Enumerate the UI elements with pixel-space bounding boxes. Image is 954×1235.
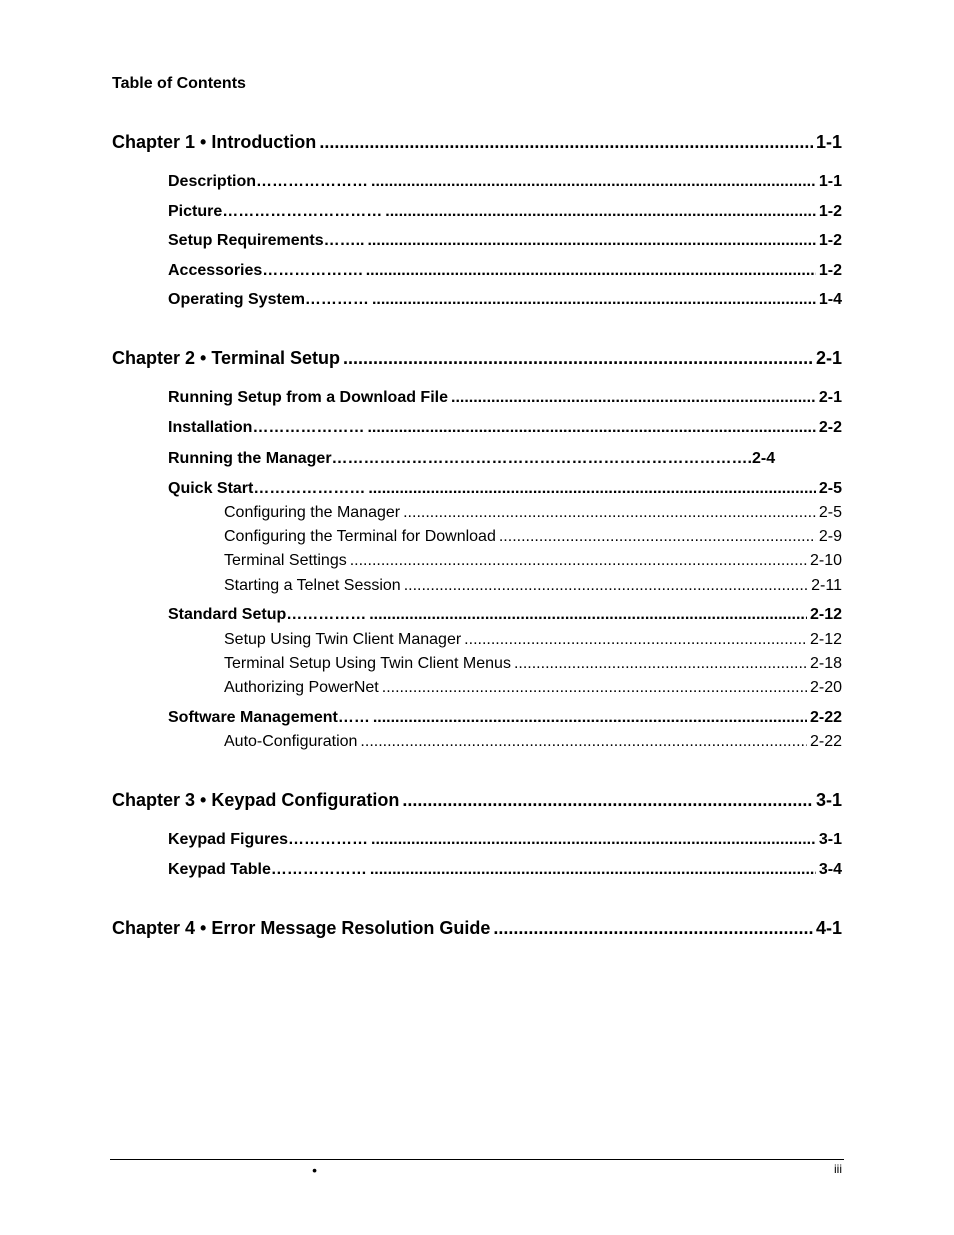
- toc-sub-authorizing-powernet[interactable]: [224, 679, 842, 697]
- toc-label: Description…………………: [168, 173, 369, 190]
- toc-page-number: 2-20: [809, 679, 842, 696]
- toc-label: Operating System…………: [168, 291, 369, 308]
- toc-chapter-3[interactable]: [112, 790, 842, 811]
- dot-leader: [385, 203, 816, 221]
- footer-rule: [110, 1159, 844, 1160]
- toc-label: Setup Using Twin Client Manager: [224, 631, 462, 648]
- dot-leader: [451, 389, 816, 407]
- dot-leader: [343, 348, 813, 369]
- toc-page-number: 2-18: [809, 655, 842, 672]
- toc-label: Configuring the Terminal for Download: [224, 528, 496, 545]
- toc-page-number: 2-5: [818, 480, 842, 497]
- toc-sub-configuring-terminal[interactable]: [224, 528, 842, 546]
- dot-leader: [464, 631, 807, 649]
- dot-leader: [403, 504, 816, 522]
- toc-label: Quick Start…………………: [168, 480, 366, 497]
- toc-sub-terminal-setup-menus[interactable]: [224, 655, 842, 673]
- toc-label: Keypad Table………………: [168, 861, 367, 878]
- toc-section-keypad-figures[interactable]: [168, 831, 842, 849]
- toc-page-number: 2-1: [818, 389, 842, 406]
- toc-page-number: 1-4: [818, 291, 842, 308]
- toc-label: Authorizing PowerNet: [224, 679, 379, 696]
- toc-sub-configuring-manager[interactable]: [224, 504, 842, 522]
- footer-page-number: iii: [834, 1162, 842, 1176]
- toc-label: Starting a Telnet Session: [224, 577, 401, 594]
- toc-label: Terminal Settings: [224, 552, 347, 569]
- toc-label: Keypad Figures……………: [168, 831, 369, 848]
- toc-label: Running Setup from a Download File: [168, 389, 448, 406]
- dot-leader: [371, 831, 816, 849]
- toc-page-number: 1-2: [818, 203, 842, 220]
- toc-sub-telnet-session[interactable]: [224, 577, 842, 595]
- toc-label: Setup Requirements……..: [168, 232, 365, 249]
- dot-leader: [319, 132, 813, 153]
- toc-section-description[interactable]: [168, 173, 842, 191]
- toc-chapter-2[interactable]: [112, 348, 842, 369]
- toc-label: Installation…………………: [168, 419, 365, 436]
- dot-leader: [370, 861, 816, 879]
- toc-page-number: 3-1: [818, 831, 842, 848]
- toc-label: Terminal Setup Using Twin Client Menus: [224, 655, 511, 672]
- toc-page-number: 2-5: [818, 504, 842, 521]
- dot-leader: [514, 655, 807, 673]
- toc-section-quick-start[interactable]: [168, 480, 842, 498]
- toc-page-number: 4-1: [815, 918, 842, 938]
- dot-leader: [371, 173, 816, 191]
- dot-leader: [367, 232, 815, 250]
- toc-page-number: 2-4: [752, 450, 776, 467]
- toc-section-software-management[interactable]: [168, 709, 842, 727]
- toc-section-standard-setup[interactable]: [168, 606, 842, 624]
- toc-heading: Table of Contents: [112, 75, 246, 92]
- toc-page-number: 2-2: [818, 419, 842, 436]
- toc-label: Accessories……………….: [168, 262, 363, 279]
- toc-label: Chapter 1 • Introduction: [112, 132, 317, 152]
- toc-section-setup-requirements[interactable]: [168, 232, 842, 250]
- toc-page-number: 2-9: [818, 528, 842, 545]
- dot-leader: [367, 419, 815, 437]
- toc-label: Chapter 2 • Terminal Setup: [112, 348, 341, 368]
- toc-page-number: 3-1: [815, 790, 842, 810]
- toc-chapter-4[interactable]: [112, 918, 842, 939]
- toc-section-operating-system[interactable]: [168, 291, 842, 309]
- toc-page-number: 1-2: [818, 262, 842, 279]
- toc-sub-setup-twin-client-manager[interactable]: [224, 631, 842, 649]
- toc-label: Chapter 4 • Error Message Resolution Guide: [112, 918, 491, 938]
- toc-sub-auto-configuration[interactable]: [224, 733, 842, 751]
- toc-page-number: 1-1: [818, 173, 842, 190]
- toc-page-number: 1-1: [815, 132, 842, 152]
- toc-label: Standard Setup……………: [168, 606, 367, 623]
- toc-page-number: 3-4: [818, 861, 842, 878]
- toc-label: Picture…………………………: [168, 203, 383, 220]
- toc-chapter-1[interactable]: [112, 132, 842, 153]
- toc-label: Running the Manager…………………………………………………………………….: [168, 450, 752, 467]
- dot-leader: [373, 709, 807, 727]
- toc-page-number: 2-12: [809, 631, 842, 648]
- dot-leader: [366, 262, 816, 280]
- dot-leader: [493, 918, 813, 939]
- dot-leader: [404, 577, 808, 595]
- toc-section-accessories[interactable]: [168, 262, 842, 280]
- toc-page-number: 2-11: [811, 577, 842, 594]
- dot-leader: [372, 291, 816, 309]
- toc-label: Auto-Configuration: [224, 733, 358, 750]
- dot-leader: [402, 790, 813, 811]
- dot-leader: [499, 528, 816, 546]
- dot-leader: [350, 552, 807, 570]
- toc-section-running-manager[interactable]: [168, 450, 842, 468]
- footer-bullet: •: [312, 1162, 317, 1178]
- dot-leader: [369, 606, 807, 624]
- toc-page-number: 2-22: [809, 733, 842, 750]
- toc-sub-terminal-settings[interactable]: [224, 552, 842, 570]
- toc-label: Software Management……: [168, 709, 370, 726]
- toc-section-picture[interactable]: [168, 203, 842, 221]
- toc-section-keypad-table[interactable]: [168, 861, 842, 879]
- toc-page-number: 2-1: [815, 348, 842, 368]
- toc-label: Configuring the Manager: [224, 504, 401, 521]
- toc-page-number: 2-10: [809, 552, 842, 569]
- dot-leader: [382, 679, 807, 697]
- dot-leader: [368, 480, 816, 498]
- toc-section-running-setup[interactable]: [168, 389, 842, 407]
- toc-section-installation[interactable]: [168, 419, 842, 437]
- toc-page-number: 2-22: [809, 709, 842, 726]
- toc-page-number: 1-2: [818, 232, 842, 249]
- toc-page-number: 2-12: [809, 606, 842, 623]
- dot-leader: [360, 733, 807, 751]
- toc-label: Chapter 3 • Keypad Configuration: [112, 790, 400, 810]
